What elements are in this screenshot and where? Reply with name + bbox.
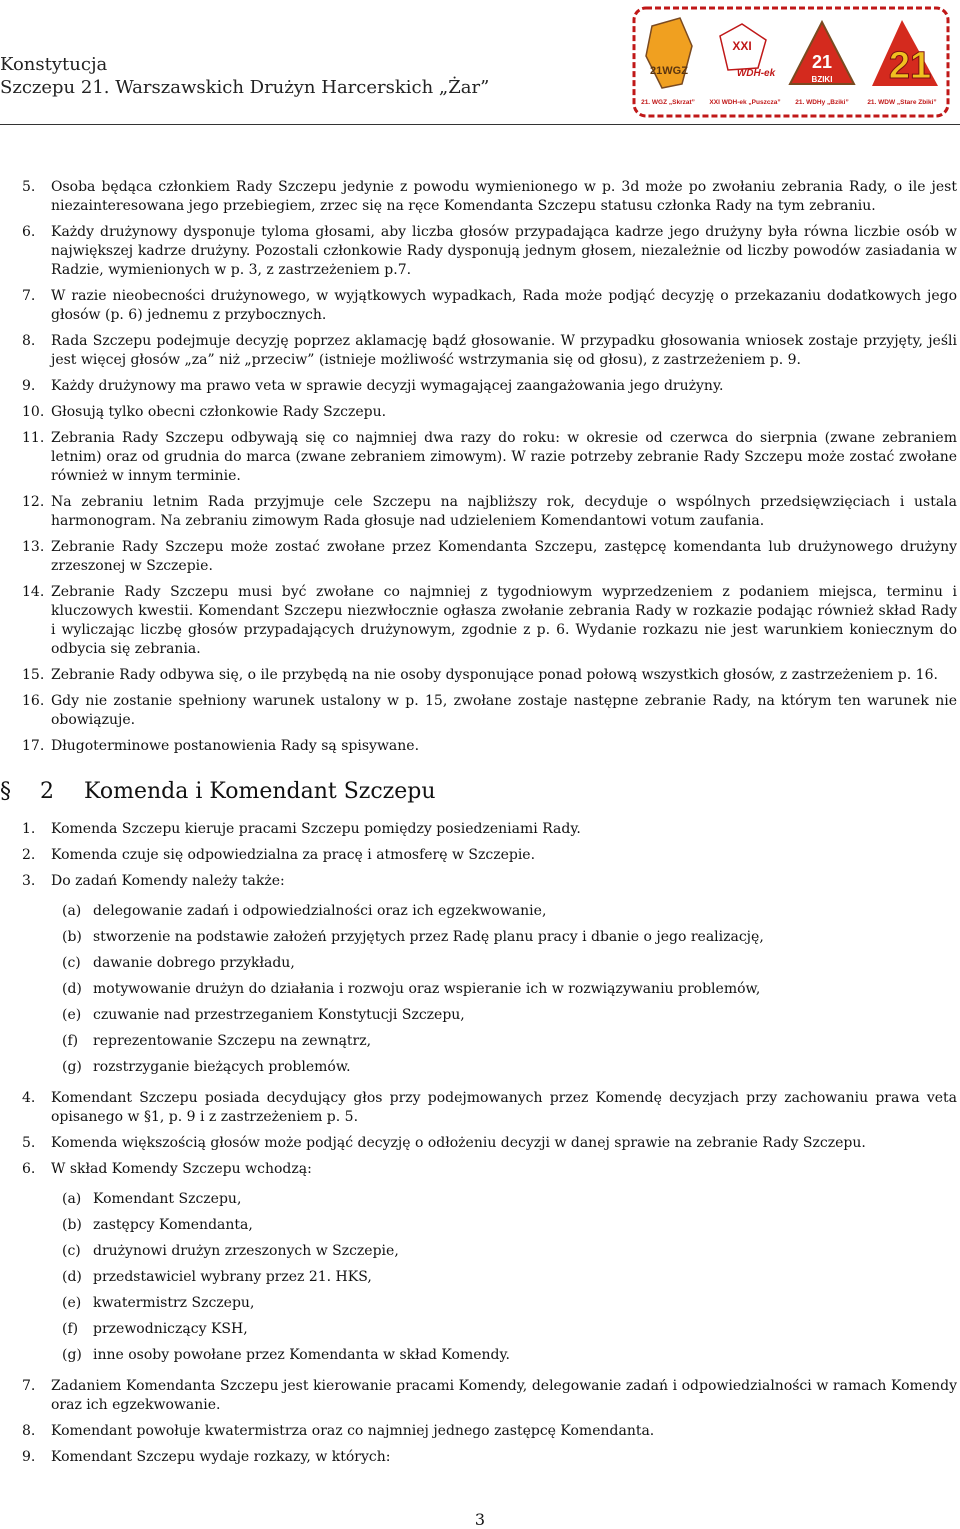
item-text: Komenda czuje się odpowiedzialna za pracę i atmosferę w Szczepie.	[51, 847, 536, 863]
list-item	[22, 178, 957, 216]
page-number: 3	[474, 1510, 486, 1529]
sub-item	[51, 1268, 957, 1287]
list-item	[22, 583, 957, 659]
section-title: Komenda i Komendant Szczepu	[84, 779, 436, 804]
sub-item-label: (b)	[62, 929, 82, 945]
item-text: Każdy drużynowy ma prawo veta w sprawie decyzji wymagającej zaangażowania jego drużyny.	[51, 378, 724, 394]
sub-item-text: przewodniczący KSH,	[93, 1321, 248, 1337]
list-item	[22, 429, 957, 486]
item-text: Gdy nie zostanie spełniony warunek ustalony w p. 15, zwołane zostaje następne zebranie Rady, na którym ten warunek nie obowiązuje.	[51, 693, 957, 728]
sub-item-text: dawanie dobrego przykładu,	[93, 955, 295, 971]
sub-item-text: przedstawiciel wybrany przez 21. HKS,	[93, 1269, 372, 1285]
section-heading	[0, 778, 957, 806]
logo-bziki-number: 21	[811, 52, 833, 72]
header-rule	[0, 124, 960, 125]
command-items-list-b	[22, 1089, 957, 1179]
item-number: 12.	[22, 494, 45, 510]
item-text: Zadaniem Komendanta Szczepu jest kierowanie pracami Komendy, delegowanie zadań i odpowiedzialności w ramach Komendy oraz ich egzekwowanie.	[51, 1378, 957, 1413]
document-body	[0, 178, 957, 1474]
item-text: Komendant Szczepu posiada decydujący głos przy podejmowanych przez Komendę decyzjach przy zachowaniu prawa veta opisanego w §1, p. 9 i z zastrzeżeniem p. 5.	[51, 1090, 957, 1125]
item-number: 3.	[22, 873, 36, 889]
command-members-sublist	[22, 1190, 957, 1365]
sub-item-label: (d)	[62, 981, 82, 997]
logo-puszcza-text: XXI	[732, 39, 752, 53]
item-text: Na zebraniu letnim Rada przyjmuje cele Szczepu na najbliższy rok, decyduje o wspólnych przedsięwzięciach i ustala harmonogram. Na zebraniu zimowym Rada głosuje nad udzieleniem Komendantowi votum zaufania.	[51, 494, 957, 529]
caption-2: XXI WDH-ek „Puszcza”	[709, 99, 781, 106]
item-text: Zebranie Rady odbywa się, o ile przybędą na nie osoby dysponujące ponad połową wszystkich głosów, z zastrzeżeniem p. 16.	[51, 667, 938, 683]
item-number: 8.	[22, 333, 36, 349]
list-item	[22, 737, 957, 756]
sub-item-label: (f)	[62, 1033, 79, 1049]
sub-item-text: zastępcy Komendanta,	[93, 1217, 253, 1233]
logo-bziki-sub: BZIKI	[811, 75, 833, 84]
sub-item-text: reprezentowanie Szczepu na zewnątrz,	[93, 1033, 372, 1049]
item-text: Zebranie Rady Szczepu musi być zwołane co najmniej z tygodniowym wyprzedzeniem z podaniem miejsca, terminu i kluczowych kwestii. Komendant Szczepu niezwłocznie ogłasza zwołanie zebrania Rady w rozkazie podając również skład Rady i wyliczając liczbę głosów przypadających drużynowym, zgodnie z p. 6. Wydanie rozkazu nie jest warunkiem koniecznym do odbycia się zebrania.	[51, 584, 957, 657]
list-item	[22, 1422, 957, 1441]
sub-item-label: (e)	[62, 1295, 82, 1311]
sub-item	[51, 1320, 957, 1339]
sub-item-text: czuwanie nad przestrzeganiem Konstytucji Szczepu,	[93, 1007, 465, 1023]
item-number: 14.	[22, 584, 45, 600]
item-number: 15.	[22, 667, 45, 683]
item-text: Zebranie Rady Szczepu może zostać zwołane przez Komendanta Szczepu, zastępcę komendanta lub drużynowego drużyny zrzeszonej w Szczepie.	[51, 539, 957, 574]
sub-item	[51, 954, 957, 973]
item-number: 9.	[22, 1449, 36, 1465]
sub-item-label: (a)	[62, 903, 82, 919]
sub-item-text: motywowanie drużyn do działania i rozwoju oraz wspieranie ich w rozwiązywaniu problemów,	[93, 981, 761, 997]
sub-item-label: (g)	[62, 1059, 82, 1075]
title-line-1: Konstytucja	[0, 54, 108, 75]
list-item	[22, 493, 957, 531]
sub-item-text: stworzenie na podstawie założeń przyjętych przez Radę planu pracy i dbanie o jego realizację,	[93, 929, 764, 945]
sub-item-label: (a)	[62, 1191, 82, 1207]
list-item	[22, 332, 957, 370]
sub-item	[51, 902, 957, 921]
item-number: 13.	[22, 539, 45, 555]
list-item	[22, 377, 957, 396]
item-number: 8.	[22, 1423, 36, 1439]
sub-item	[51, 1216, 957, 1235]
list-item	[22, 287, 957, 325]
item-number: 7.	[22, 288, 36, 304]
list-item	[22, 1134, 957, 1153]
caption-4: 21. WDW „Stare Zbiki”	[867, 99, 937, 106]
list-item	[22, 872, 957, 891]
item-text: W skład Komendy Szczepu wchodzą:	[51, 1161, 312, 1177]
item-text: Komendant Szczepu wydaje rozkazy, w których:	[51, 1449, 391, 1465]
scout-logos-banner	[632, 6, 950, 118]
document-title	[0, 53, 489, 99]
sub-item-label: (c)	[62, 955, 81, 971]
list-item	[22, 538, 957, 576]
sub-item-label: (e)	[62, 1007, 82, 1023]
item-text: Do zadań Komendy należy także:	[51, 873, 285, 889]
item-text: Rada Szczepu podejmuje decyzję poprzez aklamację bądź głosowanie. W przypadku głosowania wniosek zostaje przyjęty, jeśli jest więcej głosów „za” niż „przeciw” (istnieje możliwość wstrzymania się od głosu), z zastrzeżeniem p. 9.	[51, 333, 957, 368]
sub-item-label: (d)	[62, 1269, 82, 1285]
item-text: Komenda Szczepu kieruje pracami Szczepu pomiędzy posiedzeniami Rady.	[51, 821, 581, 837]
item-number: 6.	[22, 1161, 36, 1177]
sub-item-text: Komendant Szczepu,	[93, 1191, 242, 1207]
sub-item-text: inne osoby powołane przez Komendanta w skład Komendy.	[93, 1347, 510, 1363]
item-text: Długoterminowe postanowienia Rady są spisywane.	[51, 738, 420, 754]
list-item	[22, 223, 957, 280]
page-header	[0, 0, 960, 124]
sub-item	[51, 980, 957, 999]
sub-item-text: kwatermistrz Szczepu,	[93, 1295, 255, 1311]
sub-item-text: drużynowi drużyn zrzeszonych w Szczepie,	[93, 1243, 399, 1259]
sub-item	[51, 1190, 957, 1209]
sub-item	[51, 928, 957, 947]
list-item	[22, 846, 957, 865]
section-number: 2	[40, 779, 54, 804]
list-item	[22, 1448, 957, 1467]
caption-1: 21. WGZ „Skrzat”	[641, 99, 695, 106]
item-text: Komendant powołuje kwatermistrza oraz co najmniej jednego zastępcę Komendanta.	[51, 1423, 655, 1439]
list-item	[22, 1377, 957, 1415]
item-number: 5.	[22, 179, 36, 195]
logo-stare-zbiki-number: 21	[888, 45, 932, 87]
item-text: Każdy drużynowy dysponuje tyloma głosami, aby liczba głosów przypadająca kadrze jego drużyny była równa liczbie osób w największej kadrze drużyny. Pozostali członkowie Rady dysponują jednym głosem, niezależnie od liczby powodów zasiadania w Radzie, wymienionych w p. 3, z zastrzeżeniem p.7.	[51, 224, 957, 278]
item-number: 9.	[22, 378, 36, 394]
item-number: 10.	[22, 404, 45, 420]
item-text: W razie nieobecności drużynowego, w wyjątkowych wypadkach, Rada może podjąć decyzję o przekazaniu dodatkowych jego głosów (p. 6) jednemu z przybocznych.	[51, 288, 957, 323]
item-number: 11.	[22, 430, 45, 446]
item-text: Zebrania Rady Szczepu odbywają się co najmniej dwa razy do roku: w okresie od czerwca do sierpnia (zwane zebraniem letnim) oraz od grudnia do marca (zwane zebraniem zimowym). W razie potrzeby zebranie Rady Szczepu może zostać zwołane również w innym terminie.	[51, 430, 957, 484]
caption-3: 21. WDHy „Bziki”	[795, 99, 849, 106]
sub-item-text: rozstrzyganie bieżących problemów.	[93, 1059, 351, 1075]
item-number: 16.	[22, 693, 45, 709]
logo-skrzat-text: 21WGZ	[650, 65, 688, 77]
list-item	[22, 1160, 957, 1179]
section-symbol: §	[0, 779, 11, 804]
sub-item-label: (c)	[62, 1243, 81, 1259]
item-number: 17.	[22, 738, 45, 754]
command-items-list-c	[22, 1377, 957, 1467]
list-item	[22, 1089, 957, 1127]
title-line-2: Szczepu 21. Warszawskich Drużyn Harcerskich „Żar”	[0, 77, 490, 98]
sub-item-label: (b)	[62, 1217, 82, 1233]
council-items-list	[22, 178, 957, 756]
sub-item	[51, 1058, 957, 1077]
sub-item-label: (f)	[62, 1321, 79, 1337]
item-number: 6.	[22, 224, 36, 240]
item-number: 2.	[22, 847, 36, 863]
item-text: Osoba będąca członkiem Rady Szczepu jedynie z powodu wymienionego w p. 3d może po zwołaniu zebrania Rady, o ile jest niezainteresowana jego przebiegiem, zrzec się na ręce Komendanta Szczepu statusu członka Rady na tym zebraniu.	[51, 179, 957, 214]
list-item	[22, 692, 957, 730]
sub-item	[51, 1006, 957, 1025]
item-text: Komenda większością głosów może podjąć decyzję o odłożeniu decyzji w danej sprawie na zebranie Rady Szczepu.	[51, 1135, 866, 1151]
item-number: 4.	[22, 1090, 36, 1106]
item-number: 1.	[22, 821, 36, 837]
logo-puszcza-sub: WDH-ek	[736, 68, 776, 79]
command-duties-sublist	[22, 902, 957, 1077]
sub-item	[51, 1294, 957, 1313]
item-number: 7.	[22, 1378, 36, 1394]
item-number: 5.	[22, 1135, 36, 1151]
command-items-list-a	[22, 820, 957, 891]
list-item	[22, 666, 957, 685]
list-item	[22, 820, 957, 839]
sub-item-label: (g)	[62, 1347, 82, 1363]
sub-item	[51, 1346, 957, 1365]
item-text: Głosują tylko obecni członkowie Rady Szczepu.	[51, 404, 387, 420]
list-item	[22, 403, 957, 422]
sub-item	[51, 1242, 957, 1261]
sub-item	[51, 1032, 957, 1051]
sub-item-text: delegowanie zadań i odpowiedzialności oraz ich egzekwowanie,	[93, 903, 547, 919]
